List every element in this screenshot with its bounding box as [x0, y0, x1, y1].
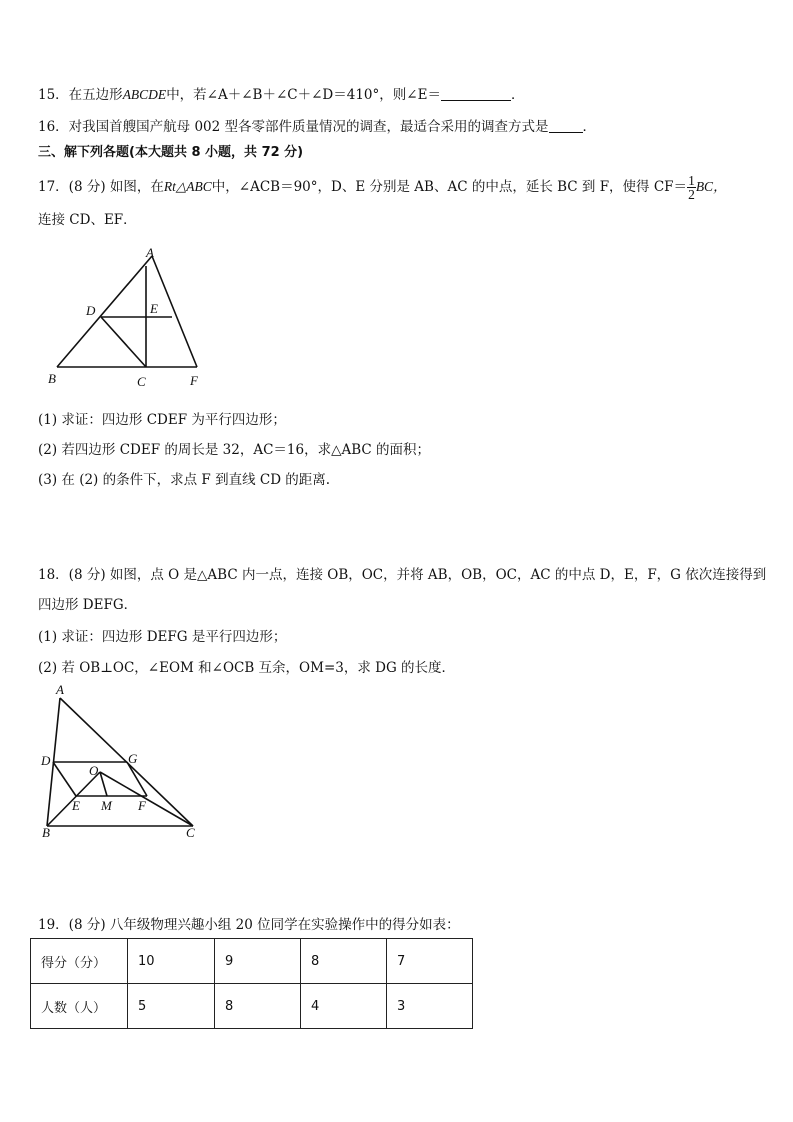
q17-figure [40, 240, 220, 392]
table-cell: 9 [215, 939, 301, 984]
q17-label-A: A [146, 245, 154, 260]
table-row [31, 984, 473, 1029]
q18-seg-OC [100, 772, 193, 826]
q15-answer-blank[interactable] [441, 87, 511, 101]
table-cell: 5 [128, 984, 215, 1029]
score-table [30, 938, 473, 1029]
q17-label-E: E [150, 301, 158, 316]
q17-seg-AB [57, 256, 152, 367]
question-18-line-2: 四边形 DEFG． [38, 597, 138, 613]
q18-sub-1: (1) 求证：四边形 DEFG 是平行四边形； [38, 629, 287, 645]
q17-sub-1: (1) 求证：四边形 CDEF 为平行四边形； [38, 412, 286, 428]
table-row-header: 得分（分） [31, 939, 128, 984]
q17-frac-den: 2 [688, 187, 695, 202]
q15-end: ． [510, 87, 525, 103]
question-15 [38, 83, 524, 103]
q17-seg-DC [101, 317, 146, 367]
table-cell: 4 [301, 984, 387, 1029]
q17-seg-AF [152, 256, 197, 367]
q17-label-F: F [190, 373, 198, 388]
q18-sub-2: (2) 若 OB⊥OC，∠EOM 和∠OCB 互余，OM=3，求 DG 的长度． [38, 660, 456, 676]
q18-figure [36, 682, 206, 844]
q18-seg-DE [53, 762, 76, 796]
table-cell: 8 [301, 939, 387, 984]
q16-end: ． [582, 119, 597, 135]
section-3-title: 三、解下列各题(本大题共 8 小题，共 72 分) [38, 145, 304, 160]
question-19: 19．(8 分) 八年级物理兴趣小组 20 位同学在实验操作中的得分如表： [38, 917, 460, 933]
q17-triangle: Rt△ABC [163, 179, 212, 194]
question-17-line-1 [38, 170, 727, 204]
q18-label-F: F [138, 798, 146, 813]
q18-label-D: D [41, 753, 51, 768]
q15-shape: ABCDE [122, 87, 167, 102]
q18-label-A: A [56, 682, 64, 697]
q18-label-C: C [186, 825, 195, 840]
q17-sub-3: (3) 在 (2) 的条件下，求点 F 到直线 CD 的距离. [38, 472, 331, 488]
table-cell: 8 [215, 984, 301, 1029]
q17-label-C: C [137, 374, 146, 389]
q17-label-B: B [48, 371, 56, 386]
question-17-line-2: 连接 CD、EF． [38, 212, 137, 228]
q17-condition: 中，∠ACB＝90°，D、E 分别是 AB、AC 的中点，延长 BC 到 F，使得 CF＝ [211, 179, 688, 195]
q18-label-E: E [72, 798, 80, 813]
table-row-header: 人数（人） [31, 984, 128, 1029]
q18-label-B: B [42, 825, 50, 840]
q17-frac-num: 1 [688, 172, 695, 188]
question-18-line-1: 18．(8 分) 如图，点 O 是△ABC 内一点，连接 OB，OC，并将 AB，OB，OC，AC 的中点 D，E，F，G 依次连接得到 [38, 567, 767, 583]
table-cell: 7 [387, 939, 473, 984]
q17-fraction [687, 174, 696, 202]
q17-label-D: D [86, 303, 96, 318]
q17-sub-2: (2) 若四边形 CDEF 的周长是 32，AC＝16，求△ABC 的面积； [38, 442, 431, 458]
table-row [31, 939, 473, 984]
q17-lead: 17．(8 分) 如图，在 [38, 179, 164, 195]
table-cell: 10 [128, 939, 215, 984]
q18-label-O: O [89, 763, 99, 778]
question-16 [38, 115, 596, 135]
table-cell: 3 [387, 984, 473, 1029]
q18-label-G: G [128, 751, 138, 766]
q15-prefix: 15．在五边形 [38, 87, 123, 103]
q16-text: 16．对我国首艘国产航母 002 型各零部件质量情况的调查，最适合采用的调查方式是 [38, 119, 549, 135]
q18-label-M: M [101, 798, 112, 813]
q17-bc: BC， [695, 179, 727, 194]
q15-condition: 中，若∠A＋∠B＋∠C＋∠D＝410°，则∠E＝ [166, 87, 441, 103]
q16-answer-blank[interactable] [549, 119, 583, 133]
